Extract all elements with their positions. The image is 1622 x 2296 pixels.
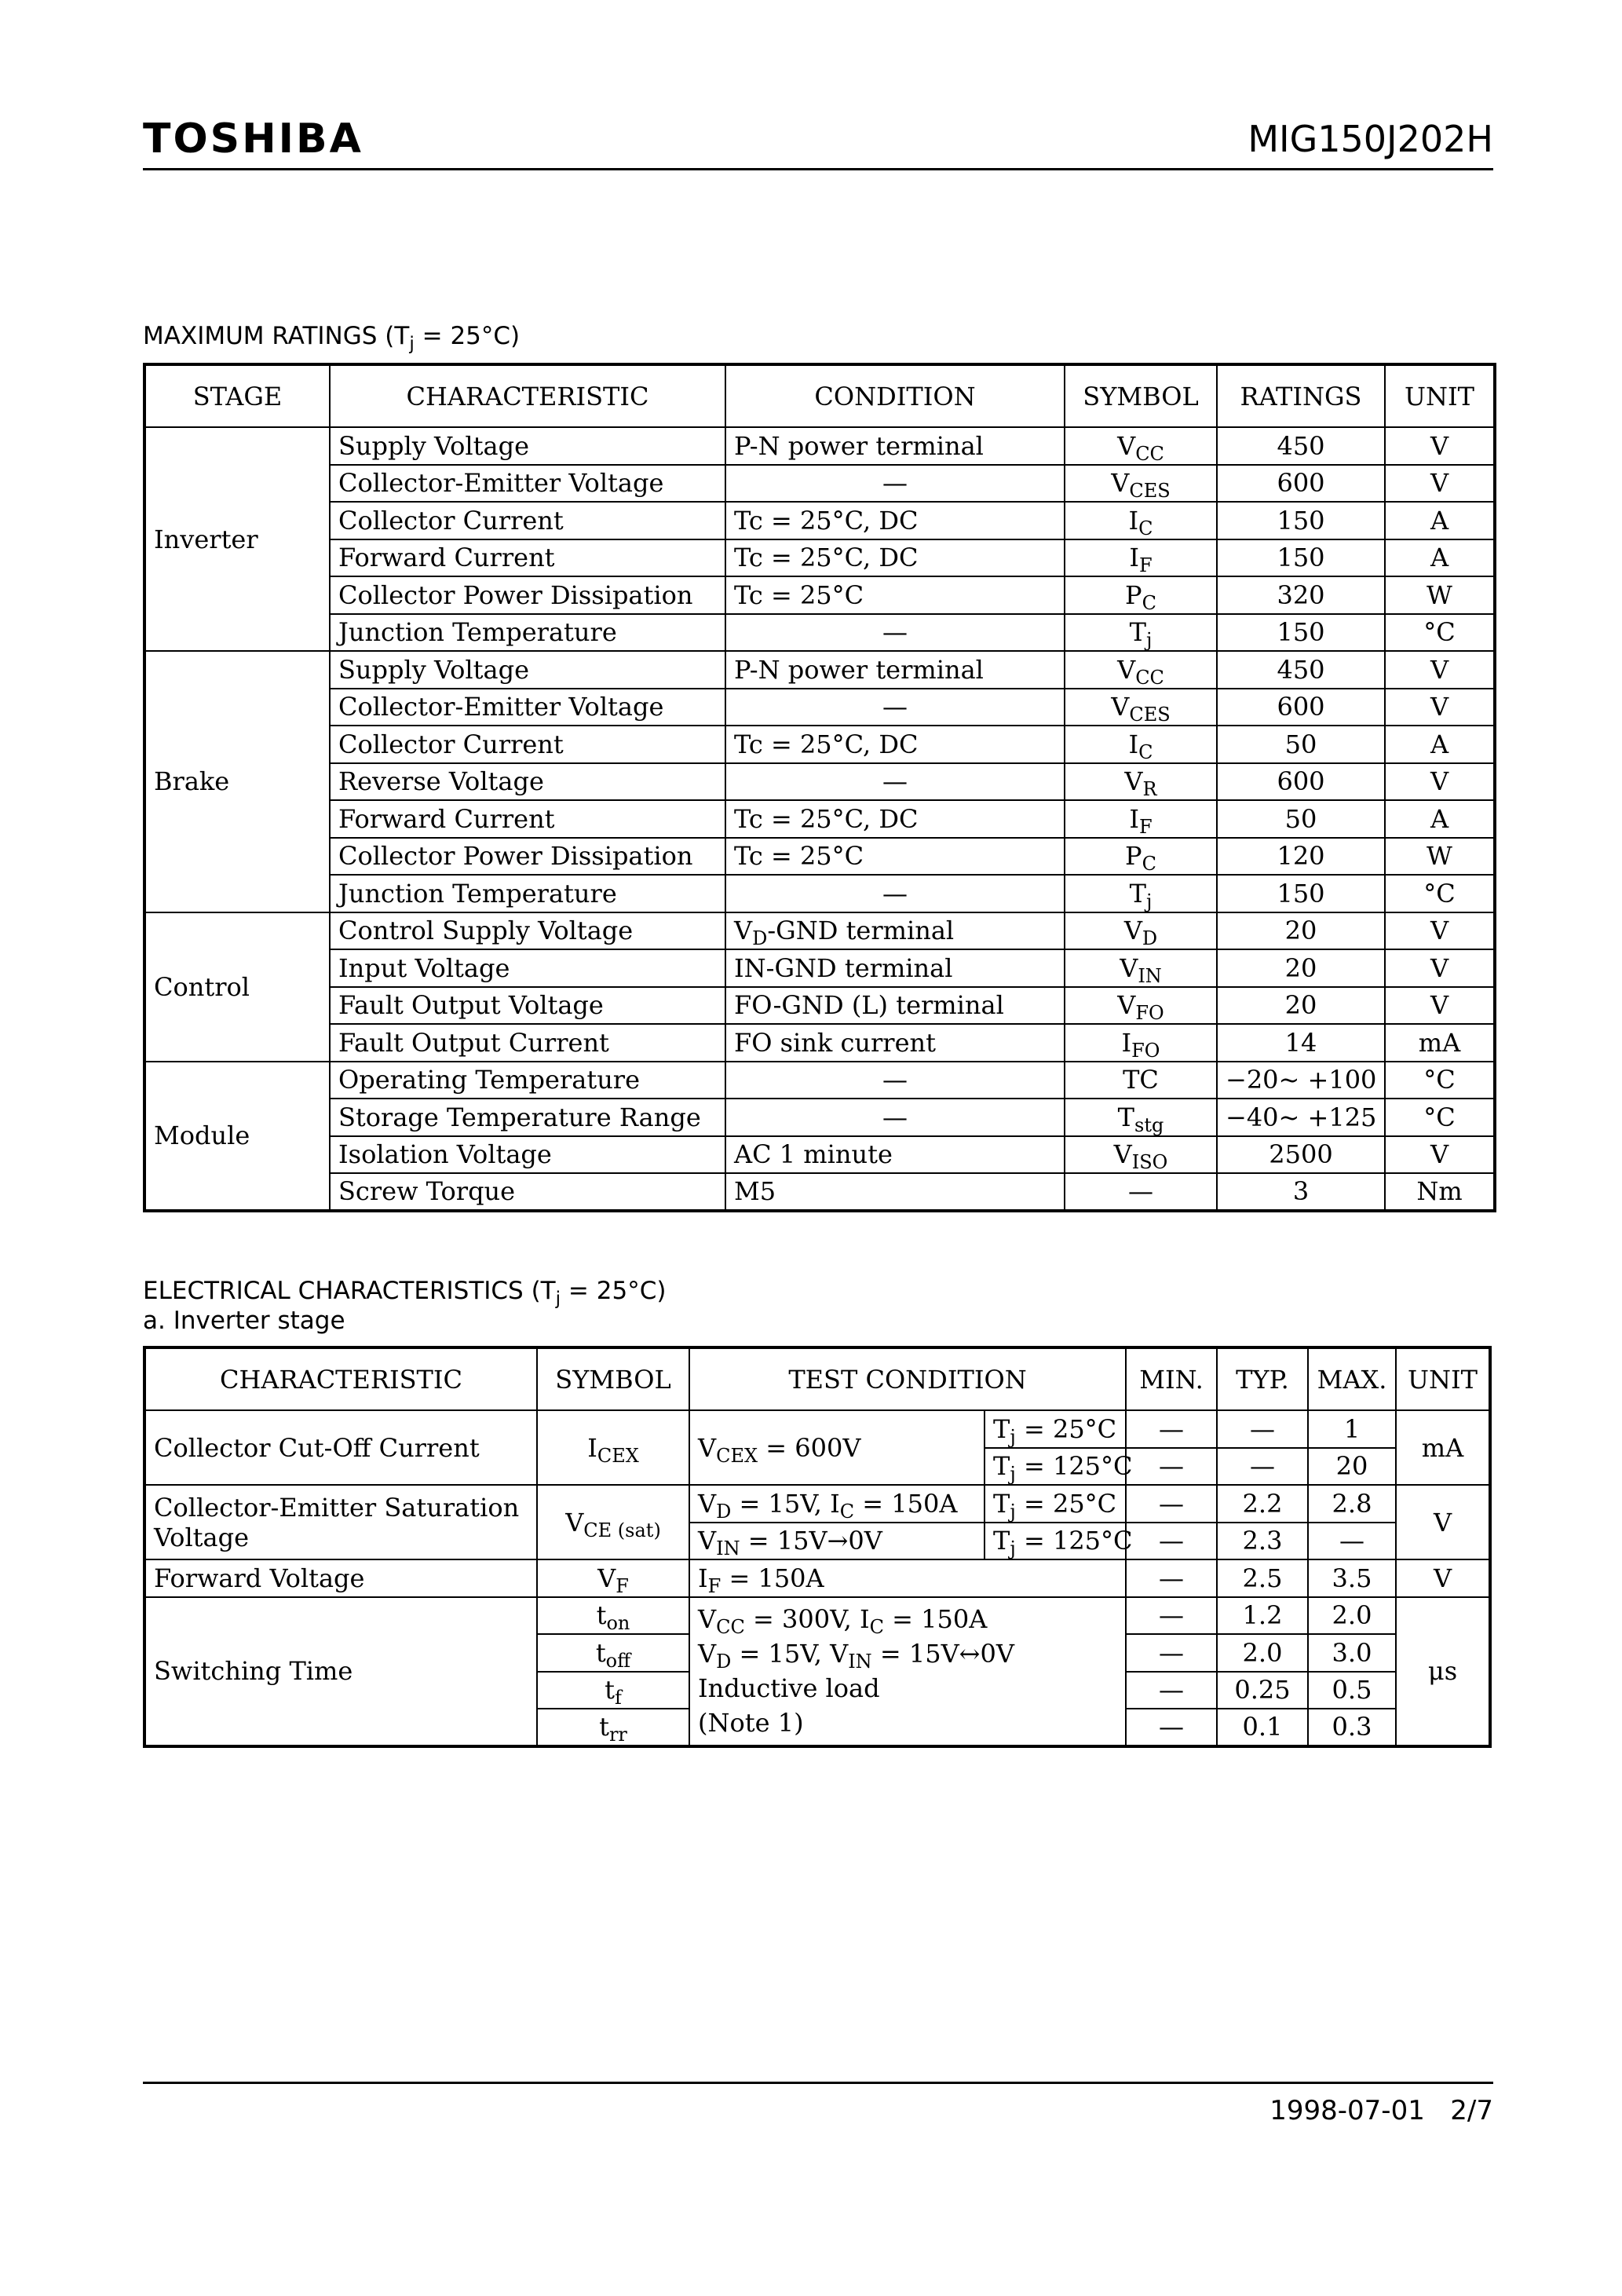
condition-cell: P-N power terminal: [725, 651, 1065, 689]
min-cell: —: [1126, 1597, 1217, 1635]
column-header: UNIT: [1385, 364, 1495, 427]
symbol-cell: $t_f$: [537, 1672, 689, 1709]
stage-cell: Module: [144, 1062, 330, 1211]
rating-cell: 20: [1217, 987, 1385, 1025]
characteristic-cell: Screw Torque: [330, 1173, 725, 1211]
condition-cell: —: [725, 614, 1065, 652]
junction-temp-cell: $T_j = 25^\circ C$: [985, 1410, 1126, 1448]
test-condition-cell: $V_{CEX} = 600V$: [689, 1410, 985, 1485]
footer-date: 1998-07-01: [1269, 2095, 1425, 2126]
condition-cell: —: [725, 763, 1065, 801]
column-header: UNIT: [1396, 1347, 1490, 1410]
characteristic-cell: Junction Temperature: [330, 875, 725, 912]
typ-cell: 2.0: [1217, 1634, 1308, 1672]
max-cell: 2.8: [1308, 1485, 1396, 1523]
rating-cell: 150: [1217, 502, 1385, 539]
symbol-cell: $I_C$: [1065, 502, 1217, 539]
unit-cell: V: [1385, 949, 1495, 987]
table-row: [144, 614, 1495, 652]
symbol-cell: TC: [1065, 1062, 1217, 1099]
condition-cell: FO-GND (L) terminal: [725, 987, 1065, 1025]
column-header: CHARACTERISTIC: [144, 1347, 537, 1410]
stage-cell: Inverter: [144, 427, 330, 651]
unit-cell: V: [1396, 1485, 1490, 1559]
condition-cell: FO sink current: [725, 1024, 1065, 1062]
table-row: [144, 1173, 1495, 1211]
unit-cell: A: [1385, 502, 1495, 539]
symbol-cell: $P_C$: [1065, 576, 1217, 614]
table-row: [144, 427, 1495, 465]
junction-temp-cell: $T_j = 125^\circ C$: [985, 1448, 1126, 1486]
page-footer: [143, 2082, 1493, 2126]
max-cell: 3.5: [1308, 1559, 1396, 1597]
rating-cell: 150: [1217, 539, 1385, 577]
symbol-cell: $t_{rr}$: [537, 1709, 689, 1746]
characteristic-cell: Input Voltage: [330, 949, 725, 987]
unit-cell: V: [1396, 1559, 1490, 1597]
condition-cell: $V_D$-GND terminal: [725, 912, 1065, 950]
symbol-cell: $I_{FO}$: [1065, 1024, 1217, 1062]
characteristic-cell: Collector Cut-Off Current: [144, 1410, 537, 1485]
symbol-cell: $V_F$: [537, 1559, 689, 1597]
table-row: [144, 502, 1495, 539]
unit-cell: °C: [1385, 875, 1495, 912]
condition-cell: Tc = 25°C, DC: [725, 502, 1065, 539]
rating-cell: 600: [1217, 465, 1385, 503]
column-header: SYMBOL: [1065, 364, 1217, 427]
typ-cell: 0.25: [1217, 1672, 1308, 1709]
unit-cell: W: [1385, 838, 1495, 876]
table-row: [144, 465, 1495, 503]
rating-cell: 20: [1217, 949, 1385, 987]
electrical-title: ELECTRICAL CHARACTERISTICS $(T_j = 25^\circ C)$: [143, 1277, 667, 1309]
column-header: CONDITION: [725, 364, 1065, 427]
characteristic-cell: Forward Current: [330, 539, 725, 577]
symbol-cell: $V_R$: [1065, 763, 1217, 801]
characteristic-cell: Fault Output Voltage: [330, 987, 725, 1025]
table-row: [144, 651, 1495, 689]
unit-cell: °C: [1385, 614, 1495, 652]
min-cell: —: [1126, 1559, 1217, 1597]
characteristic-cell: Collector Power Dissipation: [330, 838, 725, 876]
characteristic-cell: Switching Time: [144, 1597, 537, 1746]
unit-cell: °C: [1385, 1099, 1495, 1136]
stage-cell: Control: [144, 912, 330, 1062]
characteristic-cell: Forward Current: [330, 800, 725, 838]
rating-cell: 150: [1217, 875, 1385, 912]
rating-cell: 320: [1217, 576, 1385, 614]
electrical-subtitle: a. Inverter stage: [143, 1307, 345, 1335]
unit-cell: V: [1385, 987, 1495, 1025]
max-cell: 2.0: [1308, 1597, 1396, 1635]
typ-cell: —: [1217, 1448, 1308, 1486]
symbol-cell: $T_j$: [1065, 614, 1217, 652]
characteristic-cell: Collector-Emitter Saturation Voltage: [144, 1485, 537, 1559]
table-row: [144, 987, 1495, 1025]
table-row: [144, 949, 1495, 987]
unit-cell: mA: [1385, 1024, 1495, 1062]
table-row: [144, 1410, 1490, 1448]
symbol-cell: $V_{CC}$: [1065, 427, 1217, 465]
symbol-cell: $I_F$: [1065, 539, 1217, 577]
table-row: [144, 1136, 1495, 1174]
symbol-cell: $I_{CEX}$: [537, 1410, 689, 1485]
symbol-cell: $V_{CC}$: [1065, 651, 1217, 689]
characteristic-cell: Collector-Emitter Voltage: [330, 689, 725, 726]
electrical-table: [143, 1346, 1492, 1748]
symbol-cell: $V_{ISO}$: [1065, 1136, 1217, 1174]
characteristic-cell: Collector Current: [330, 502, 725, 539]
max-cell: —: [1308, 1523, 1396, 1560]
characteristic-cell: Collector Power Dissipation: [330, 576, 725, 614]
rating-cell: 50: [1217, 726, 1385, 763]
min-cell: —: [1126, 1410, 1217, 1448]
symbol-cell: $V_{IN}$: [1065, 949, 1217, 987]
characteristic-cell: Collector Current: [330, 726, 725, 763]
column-header: TYP.: [1217, 1347, 1308, 1410]
min-cell: —: [1126, 1485, 1217, 1523]
condition-cell: Tc = 25°C: [725, 576, 1065, 614]
rating-cell: 600: [1217, 689, 1385, 726]
unit-cell: V: [1385, 689, 1495, 726]
rating-cell: 50: [1217, 800, 1385, 838]
part-number: MIG150J202H: [1248, 118, 1493, 160]
table-row: [144, 875, 1495, 912]
max-cell: 1: [1308, 1410, 1396, 1448]
test-condition-cell: $V_D = 15V$, $I_C = 150A$: [689, 1485, 985, 1523]
rating-cell: 20: [1217, 912, 1385, 950]
table-row: [144, 838, 1495, 876]
characteristic-cell: Reverse Voltage: [330, 763, 725, 801]
condition-cell: —: [725, 875, 1065, 912]
rating-cell: 450: [1217, 427, 1385, 465]
unit-cell: °C: [1385, 1062, 1495, 1099]
min-cell: —: [1126, 1523, 1217, 1560]
table-row: [144, 1559, 1490, 1597]
condition-cell: —: [725, 1099, 1065, 1136]
table-row: [144, 539, 1495, 577]
characteristic-cell: Forward Voltage: [144, 1559, 537, 1597]
min-cell: —: [1126, 1709, 1217, 1746]
symbol-cell: —: [1065, 1173, 1217, 1211]
unit-cell: W: [1385, 576, 1495, 614]
condition-cell: AC 1 minute: [725, 1136, 1065, 1174]
characteristic-cell: Operating Temperature: [330, 1062, 725, 1099]
symbol-cell: $V_{CES}$: [1065, 689, 1217, 726]
characteristic-cell: Isolation Voltage: [330, 1136, 725, 1174]
table-row: [144, 576, 1495, 614]
characteristic-cell: Supply Voltage: [330, 651, 725, 689]
rating-cell: 2500: [1217, 1136, 1385, 1174]
symbol-cell: $V_{CES}$: [1065, 465, 1217, 503]
min-cell: —: [1126, 1448, 1217, 1486]
table-row: [144, 726, 1495, 763]
column-header: STAGE: [144, 364, 330, 427]
rating-cell: 450: [1217, 651, 1385, 689]
unit-cell: Nm: [1385, 1173, 1495, 1211]
typ-cell: 1.2: [1217, 1597, 1308, 1635]
symbol-cell: $I_F$: [1065, 800, 1217, 838]
characteristic-cell: Supply Voltage: [330, 427, 725, 465]
characteristic-cell: Fault Output Current: [330, 1024, 725, 1062]
unit-cell: V: [1385, 912, 1495, 950]
min-cell: —: [1126, 1672, 1217, 1709]
unit-cell: V: [1385, 651, 1495, 689]
max-ratings-title: MAXIMUM RATINGS $(T_j = 25^\circ C)$: [143, 322, 521, 354]
min-cell: —: [1126, 1634, 1217, 1672]
symbol-cell: $P_C$: [1065, 838, 1217, 876]
rating-cell: 600: [1217, 763, 1385, 801]
typ-cell: —: [1217, 1410, 1308, 1448]
rating-cell: 150: [1217, 614, 1385, 652]
unit-cell: μs: [1396, 1597, 1490, 1746]
column-header: MAX.: [1308, 1347, 1396, 1410]
condition-cell: P-N power terminal: [725, 427, 1065, 465]
brand-logo: TOSHIBA: [143, 115, 363, 163]
unit-cell: mA: [1396, 1410, 1490, 1485]
table-header-row: [144, 364, 1495, 427]
max-ratings-table: [143, 363, 1496, 1212]
footer-page: 2/7: [1450, 2095, 1493, 2126]
condition-cell: —: [725, 465, 1065, 503]
stage-cell: Brake: [144, 651, 330, 912]
characteristic-cell: Storage Temperature Range: [330, 1099, 725, 1136]
condition-cell: Tc = 25°C, DC: [725, 800, 1065, 838]
max-cell: 3.0: [1308, 1634, 1396, 1672]
symbol-cell: $T_{stg}$: [1065, 1099, 1217, 1136]
condition-cell: Tc = 25°C: [725, 838, 1065, 876]
condition-cell: Tc = 25°C, DC: [725, 726, 1065, 763]
junction-temp-cell: $T_j = 125^\circ C$: [985, 1523, 1126, 1560]
unit-cell: V: [1385, 1136, 1495, 1174]
unit-cell: A: [1385, 539, 1495, 577]
test-condition-cell: $V_{IN} = 15V\to 0V$: [689, 1523, 985, 1560]
table-header-row: [144, 1347, 1490, 1410]
symbol-cell: $t_{on}$: [537, 1597, 689, 1635]
max-cell: 20: [1308, 1448, 1396, 1486]
column-header: MIN.: [1126, 1347, 1217, 1410]
typ-cell: 0.1: [1217, 1709, 1308, 1746]
unit-cell: A: [1385, 726, 1495, 763]
junction-temp-cell: $T_j = 25^\circ C$: [985, 1485, 1126, 1523]
rating-cell: −20~ +100: [1217, 1062, 1385, 1099]
max-cell: 0.3: [1308, 1709, 1396, 1746]
column-header: RATINGS: [1217, 364, 1385, 427]
condition-cell: IN-GND terminal: [725, 949, 1065, 987]
table-row: [144, 912, 1495, 950]
unit-cell: V: [1385, 427, 1495, 465]
condition-cell: —: [725, 689, 1065, 726]
table-row: [144, 1024, 1495, 1062]
table-row: [144, 1062, 1495, 1099]
unit-cell: V: [1385, 465, 1495, 503]
condition-cell: —: [725, 1062, 1065, 1099]
page-header: [143, 115, 1493, 170]
typ-cell: 2.3: [1217, 1523, 1308, 1560]
max-cell: 0.5: [1308, 1672, 1396, 1709]
rating-cell: 3: [1217, 1173, 1385, 1211]
symbol-cell: $V_D$: [1065, 912, 1217, 950]
table-row: [144, 1485, 1490, 1523]
symbol-cell: $V_{CE (sat)}$: [537, 1485, 689, 1559]
test-condition-cell: $V_{CC} = 300V$, $I_C = 150A$ $V_D = 15V$, $V_{IN}$ = 15V↔0V Inductive load (Note 1): [689, 1597, 1126, 1746]
column-header: SYMBOL: [537, 1347, 689, 1410]
symbol-cell: $V_{FO}$: [1065, 987, 1217, 1025]
rating-cell: 14: [1217, 1024, 1385, 1062]
column-header: TEST CONDITION: [689, 1347, 1126, 1410]
unit-cell: A: [1385, 800, 1495, 838]
condition-cell: M5: [725, 1173, 1065, 1211]
condition-cell: Tc = 25°C, DC: [725, 539, 1065, 577]
table-row: [144, 1597, 1490, 1635]
symbol-cell: $I_C$: [1065, 726, 1217, 763]
column-header: CHARACTERISTIC: [330, 364, 725, 427]
symbol-cell: $T_j$: [1065, 875, 1217, 912]
unit-cell: V: [1385, 763, 1495, 801]
table-row: [144, 763, 1495, 801]
table-row: [144, 689, 1495, 726]
table-row: [144, 800, 1495, 838]
characteristic-cell: Collector-Emitter Voltage: [330, 465, 725, 503]
rating-cell: 120: [1217, 838, 1385, 876]
symbol-cell: $t_{off}$: [537, 1634, 689, 1672]
test-condition-cell: $I_F = 150A$: [689, 1559, 1126, 1597]
rating-cell: −40~ +125: [1217, 1099, 1385, 1136]
characteristic-cell: Control Supply Voltage: [330, 912, 725, 950]
table-row: [144, 1099, 1495, 1136]
characteristic-cell: Junction Temperature: [330, 614, 725, 652]
typ-cell: 2.2: [1217, 1485, 1308, 1523]
typ-cell: 2.5: [1217, 1559, 1308, 1597]
